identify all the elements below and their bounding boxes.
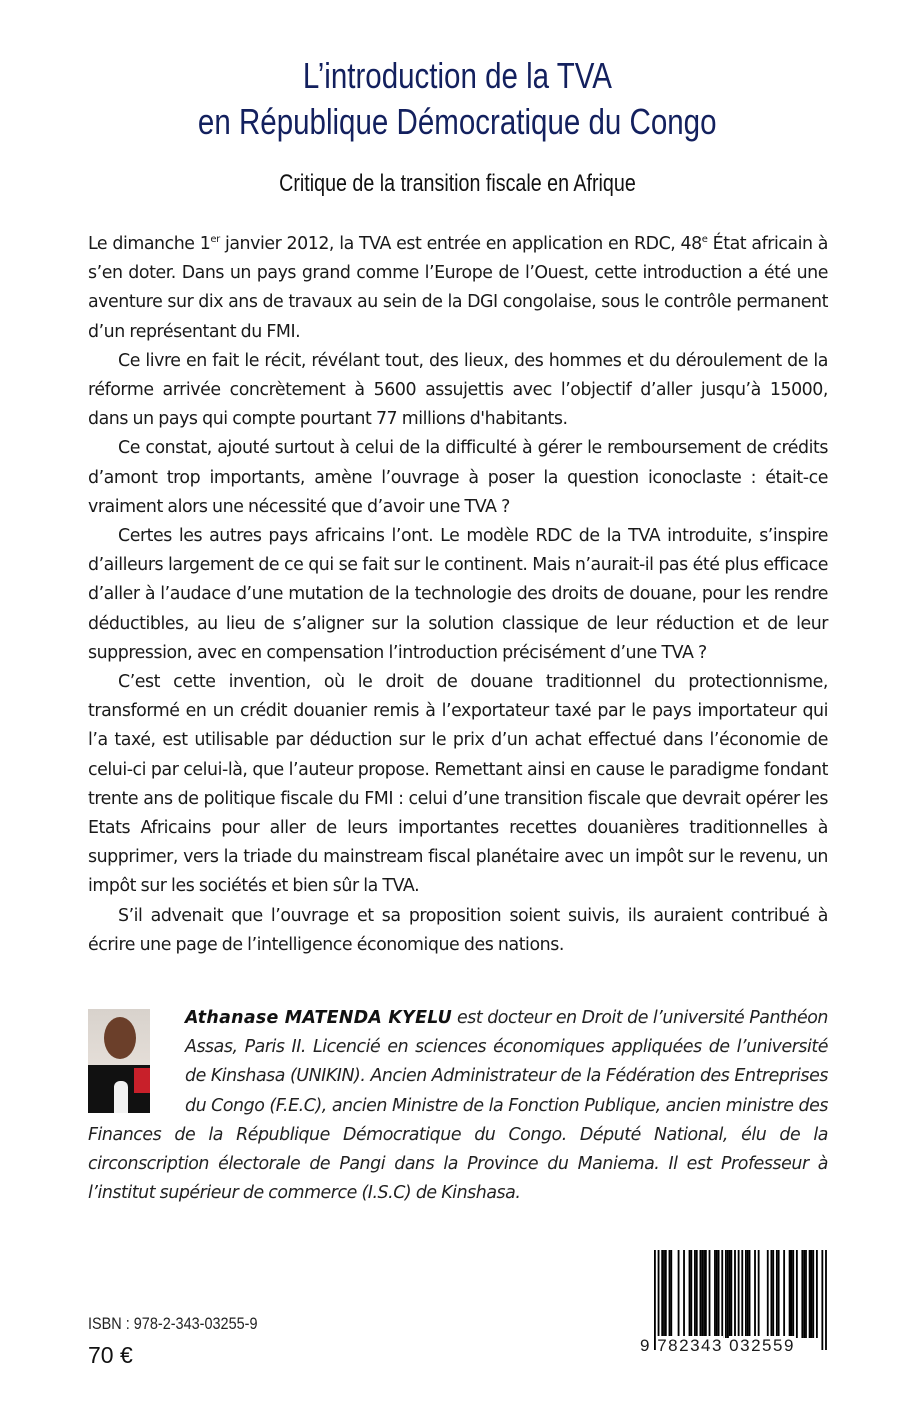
barcode-bar xyxy=(658,1250,660,1350)
barcode-bar xyxy=(741,1250,743,1350)
barcode-bar xyxy=(705,1250,707,1338)
barcode-bar xyxy=(714,1250,716,1338)
barcode-bar xyxy=(678,1250,680,1338)
barcode-bar xyxy=(825,1250,827,1350)
barcode-bar xyxy=(721,1250,723,1338)
barcode-bar xyxy=(805,1250,807,1338)
barcode-bar xyxy=(811,1250,813,1338)
price: 70 € xyxy=(88,1342,133,1368)
barcode xyxy=(640,1248,830,1358)
barcode-bar xyxy=(758,1250,760,1338)
paragraph-2: Ce livre en fait le récit, révélant tout, des lieux, des hommes et du déroulement de la réforme arrivée concrètement à 5600 assujettis avec l’objectif d’aller jusqu’à 15000, dans un pays qui compte pourtant 77 millions d'habitants. xyxy=(88,350,828,430)
barcode-bar xyxy=(661,1250,663,1338)
barcode-bar xyxy=(730,1250,732,1338)
barcode-bar xyxy=(749,1250,751,1338)
barcode-bar xyxy=(725,1250,727,1338)
barcode-bar xyxy=(669,1250,671,1338)
title-line-1: L’introduction de la TVA xyxy=(302,55,613,96)
barcode-bar xyxy=(791,1250,793,1338)
barcode-bar xyxy=(747,1250,749,1338)
title-line-2: en République Démocratique du Congo xyxy=(198,101,717,142)
paragraph-3: Ce constat, ajouté surtout à celui de la difficulté à gérer le remboursement de crédits d’amont trop importants, amène l’ouvrage à poser la question iconoclaste : était-ce vraiment alors une nécessité que d’avoir une TVA ? xyxy=(88,438,828,517)
barcode-bar xyxy=(801,1250,803,1338)
paragraph-4: Certes les autres pays africains l’ont. Le modèle RDC de la TVA introduite, s’inspire d’ailleurs largement de ce qui se fait sur le continent. Mais n’aurait-il pas été plus efficace d’aller à l’audace d’une mutation de la technologie des droits de douane, pour les rendre déductibles, au lieu de s’aligner sur la solution classique de leur réduction et de leur suppression, avec en compensation l’introduction précisément d’une TVA ? xyxy=(88,526,828,663)
barcode-bar xyxy=(796,1250,798,1338)
barcode-bar xyxy=(754,1250,756,1338)
barcode-bar xyxy=(738,1250,740,1350)
barcode-bar xyxy=(734,1250,736,1338)
barcode-bar xyxy=(654,1250,656,1350)
barcode-bar xyxy=(770,1250,772,1338)
barcode-bar xyxy=(816,1250,818,1338)
barcode-bar xyxy=(729,1250,731,1338)
author-bio-text: est docteur en Droit de l’université Panthéon Assas, Paris II. Licencié en sciences économiques appliquées de l’université de Kinshasa (UNIKIN). Ancien Administrateur de la Fédération des Entreprises du Congo (F.E.C), ancien Ministre de la Fonction Publique, ancien ministre des Finances de la République Démocratique du Congo. Député National, élu de la circonscription électorale de Pangi dans la Province du Maniema. Il est Professeur à l’institut supérieur de commerce (I.S.C) de Kinshasa. xyxy=(88,1008,829,1204)
barcode-bar xyxy=(709,1250,711,1338)
paragraph-1: Le dimanche 1er janvier 2012, la TVA est entrée en application en RDC, 48e État africain à s’en doter. Dans un pays grand comme l’Europe de l’Ouest, cette introduction a été une aventure sur dix ans de travaux au sein de la DGI congolaise, sous le contrôle permanent d’un représentant du FMI. xyxy=(88,234,829,342)
blurb xyxy=(88,230,828,960)
barcode-bar xyxy=(696,1250,698,1338)
book-subtitle: Critique de la transition fiscale en Afrique xyxy=(279,170,636,197)
barcode-bar xyxy=(670,1250,672,1338)
paragraph-6: S’il advenait que l’ouvrage et sa proposition soient suivis, ils auraient contribué à écrire une page de l’intelligence économique des nations. xyxy=(88,905,828,955)
barcode-bar xyxy=(694,1250,696,1338)
book-title xyxy=(0,53,915,145)
barcode-bar xyxy=(663,1250,665,1338)
barcode-bar xyxy=(767,1250,769,1338)
barcode-bar xyxy=(700,1250,702,1338)
barcode-bar xyxy=(783,1250,785,1338)
isbn: ISBN : 978-2-343-03255-9 xyxy=(88,1314,258,1333)
barcode-bar xyxy=(821,1250,823,1350)
barcode-bar xyxy=(690,1250,692,1338)
barcode-bar xyxy=(701,1250,703,1338)
barcode-bar xyxy=(683,1250,685,1338)
barcode-bar xyxy=(792,1250,794,1338)
barcode-bar xyxy=(789,1250,791,1338)
barcode-bar xyxy=(778,1250,780,1338)
barcode-bar xyxy=(718,1250,720,1338)
barcode-bar xyxy=(803,1250,805,1338)
paragraph-5: C’est cette invention, où le droit de douane traditionnel du protectionnisme, transformé en un crédit douanier remis à l’exportateur taxé par le pays importateur qui l’a taxé, est utilisable par déduction sur le prix d’un achat effectué dans l’économie de celui-ci par celui-là, que l’auteur propose. Remettant ainsi en cause le paradigme fondant trente ans de politique fiscale du FMI : celui d’une transition fiscale que devrait opérer les Etats Africains pour aller de leurs importantes recettes douanières traditionnelles à supprimer, vers la triade du mainstream fiscal planétaire avec un impôt sur le revenu, un impôt sur les sociétés et bien sûr la TVA. xyxy=(88,672,828,897)
author-name: Athanase MATENDA KYELU xyxy=(185,1008,453,1028)
barcode-bar xyxy=(689,1250,691,1338)
barcode-bar xyxy=(745,1250,747,1338)
barcode-bar xyxy=(772,1250,774,1338)
barcode-bar xyxy=(776,1250,778,1338)
barcode-bar xyxy=(703,1250,705,1338)
barcode-bar xyxy=(809,1250,811,1338)
barcode-bar xyxy=(716,1250,718,1338)
barcode-bar xyxy=(665,1250,667,1338)
author-bio xyxy=(88,1004,828,1208)
barcode-bar xyxy=(812,1250,814,1338)
barcode-bar xyxy=(727,1250,729,1338)
author-photo xyxy=(88,1009,150,1113)
barcode-digits: 9 782343 032559 xyxy=(640,1336,795,1355)
